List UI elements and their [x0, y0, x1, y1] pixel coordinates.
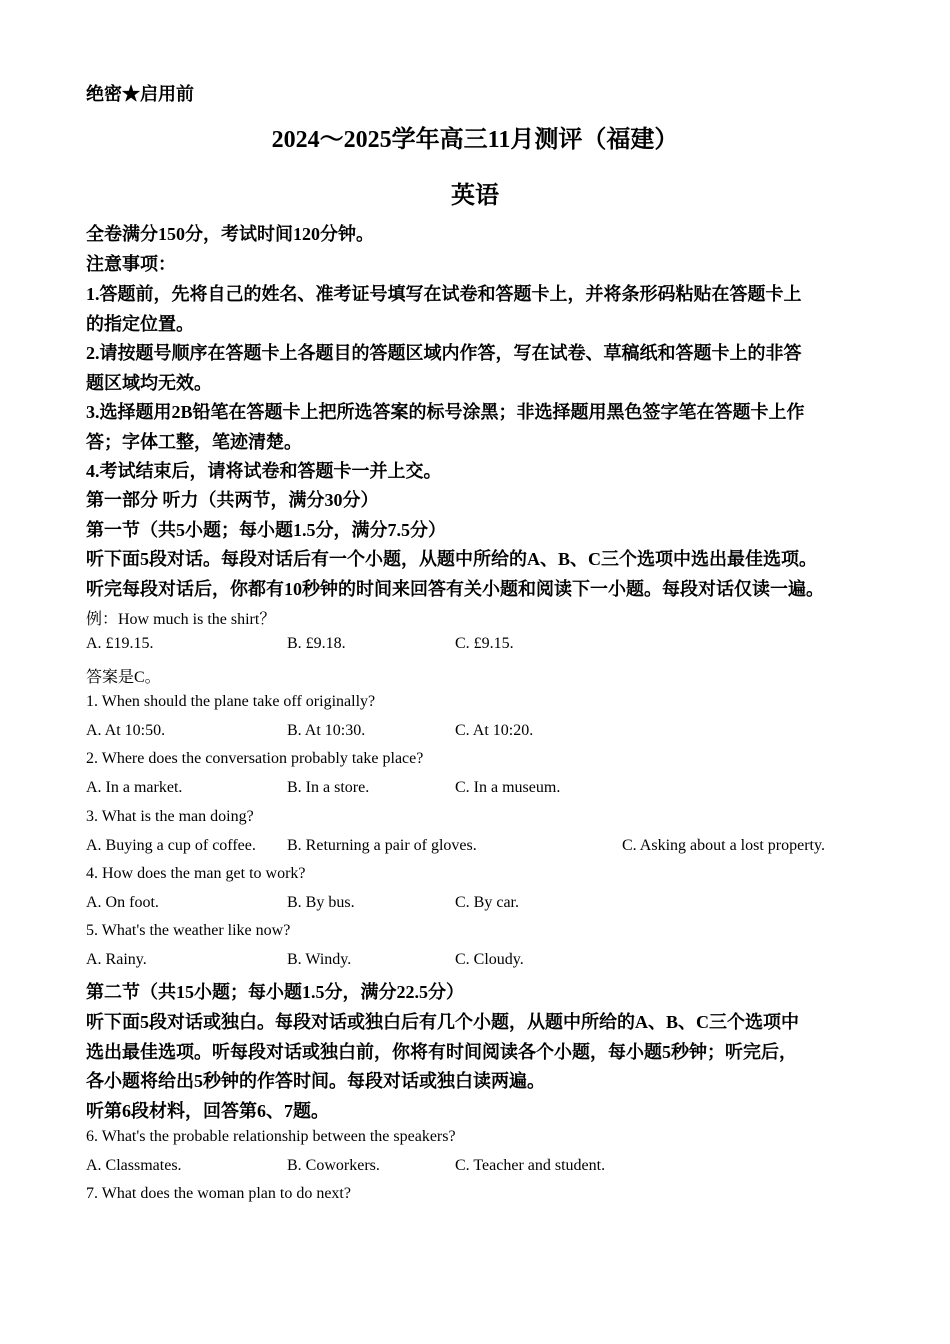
exam-title: 2024～2025学年高三11月测评（福建）: [271, 127, 679, 153]
question-5-option-b: B. Windy.: [287, 951, 352, 968]
material-6-heading: 听第6段材料，回答第6、7题。: [86, 1101, 329, 1121]
question-1-option-c: C. At 10:20.: [455, 722, 534, 739]
question-3: 3. What is the man doing?: [86, 808, 254, 825]
note-item-3-cont: 答；字体工整，笔迹清楚。: [86, 432, 302, 452]
example-question: 例：How much is the shirt？: [86, 611, 276, 628]
note-item-3: 3.选择题用2B铅笔在答题卡上把所选答案的标号涂黑；非选择题用黑色签字笔在答题卡上作: [86, 402, 805, 422]
part1-heading: 第一部分 听力（共两节，满分30分）: [86, 490, 379, 510]
example-option-c: C. £9.15.: [455, 635, 514, 652]
notes-heading: 注意事项：: [86, 254, 176, 274]
example-answer: 答案是C。: [86, 669, 161, 686]
question-5-option-a: A. Rainy.: [86, 951, 147, 968]
note-item-2: 2.请按题号顺序在答题卡上各题目的答题区域内作答，写在试卷、草稿纸和答题卡上的非答: [86, 343, 802, 363]
section1-instruction: 听下面5段对话。每段对话后有一个小题，从题中所给的A、B、C三个选项中选出最佳选项。: [86, 549, 817, 569]
question-2-option-b: B. In a store.: [287, 779, 370, 796]
question-1-option-b: B. At 10:30.: [287, 722, 366, 739]
note-item-4: 4.考试结束后，请将试卷和答题卡一并上交。: [86, 461, 442, 481]
question-4-option-a: A. On foot.: [86, 894, 159, 911]
section2-instruction-cont2: 各小题将给出5秒钟的作答时间。每段对话或独白读两遍。: [86, 1071, 545, 1091]
question-6-option-a: A. Classmates.: [86, 1157, 182, 1174]
question-1-option-a: A. At 10:50.: [86, 722, 166, 739]
question-3-option-b: B. Returning a pair of gloves.: [287, 837, 477, 854]
question-5: 5. What's the weather like now?: [86, 922, 291, 939]
question-6-option-c: C. Teacher and student.: [455, 1157, 606, 1174]
section1-heading: 第一节（共5小题；每小题1.5分，满分7.5分）: [86, 520, 446, 540]
subject-title: 英语: [451, 183, 499, 209]
question-4-option-c: C. By car.: [455, 894, 519, 911]
question-2-option-c: C. In a museum.: [455, 779, 561, 796]
question-4: 4. How does the man get to work?: [86, 865, 306, 882]
section2-instruction-cont1: 选出最佳选项。听每段对话或独白前，你将有时间阅读各个小题，每小题5秒钟；听完后，: [86, 1042, 797, 1062]
section2-heading: 第二节（共15小题；每小题1.5分，满分22.5分）: [86, 982, 464, 1002]
confidential-mark: 绝密★启用前: [86, 84, 194, 104]
question-3-option-a: A. Buying a cup of coffee.: [86, 837, 256, 854]
question-2-option-a: A. In a market.: [86, 779, 183, 796]
question-5-option-c: C. Cloudy.: [455, 951, 524, 968]
question-6: 6. What's the probable relationship between the speakers?: [86, 1128, 456, 1145]
section1-instruction-cont: 听完每段对话后，你都有10秒钟的时间来回答有关小题和阅读下一小题。每段对话仅读一遍。: [86, 579, 824, 599]
question-6-option-b: B. Coworkers.: [287, 1157, 380, 1174]
example-option-a: A. £19.15.: [86, 635, 154, 652]
note-item-1: 1.答题前，先将自己的姓名、准考证号填写在试卷和答题卡上，并将条形码粘贴在答题卡上: [86, 284, 802, 304]
question-3-option-c: C. Asking about a lost property.: [622, 837, 825, 854]
question-2: 2. Where does the conversation probably take place?: [86, 750, 424, 767]
question-4-option-b: B. By bus.: [287, 894, 355, 911]
example-option-b: B. £9.18.: [287, 635, 346, 652]
score-line: 全卷满分150分，考试时间120分钟。: [86, 224, 374, 244]
section2-instruction: 听下面5段对话或独白。每段对话或独白后有几个小题，从题中所给的A、B、C三个选项中: [86, 1012, 799, 1032]
question-1: 1. When should the plane take off originally?: [86, 693, 376, 710]
note-item-1-cont: 的指定位置。: [86, 314, 194, 334]
note-item-2-cont: 题区域均无效。: [86, 373, 212, 393]
question-7: 7. What does the woman plan to do next?: [86, 1185, 351, 1202]
